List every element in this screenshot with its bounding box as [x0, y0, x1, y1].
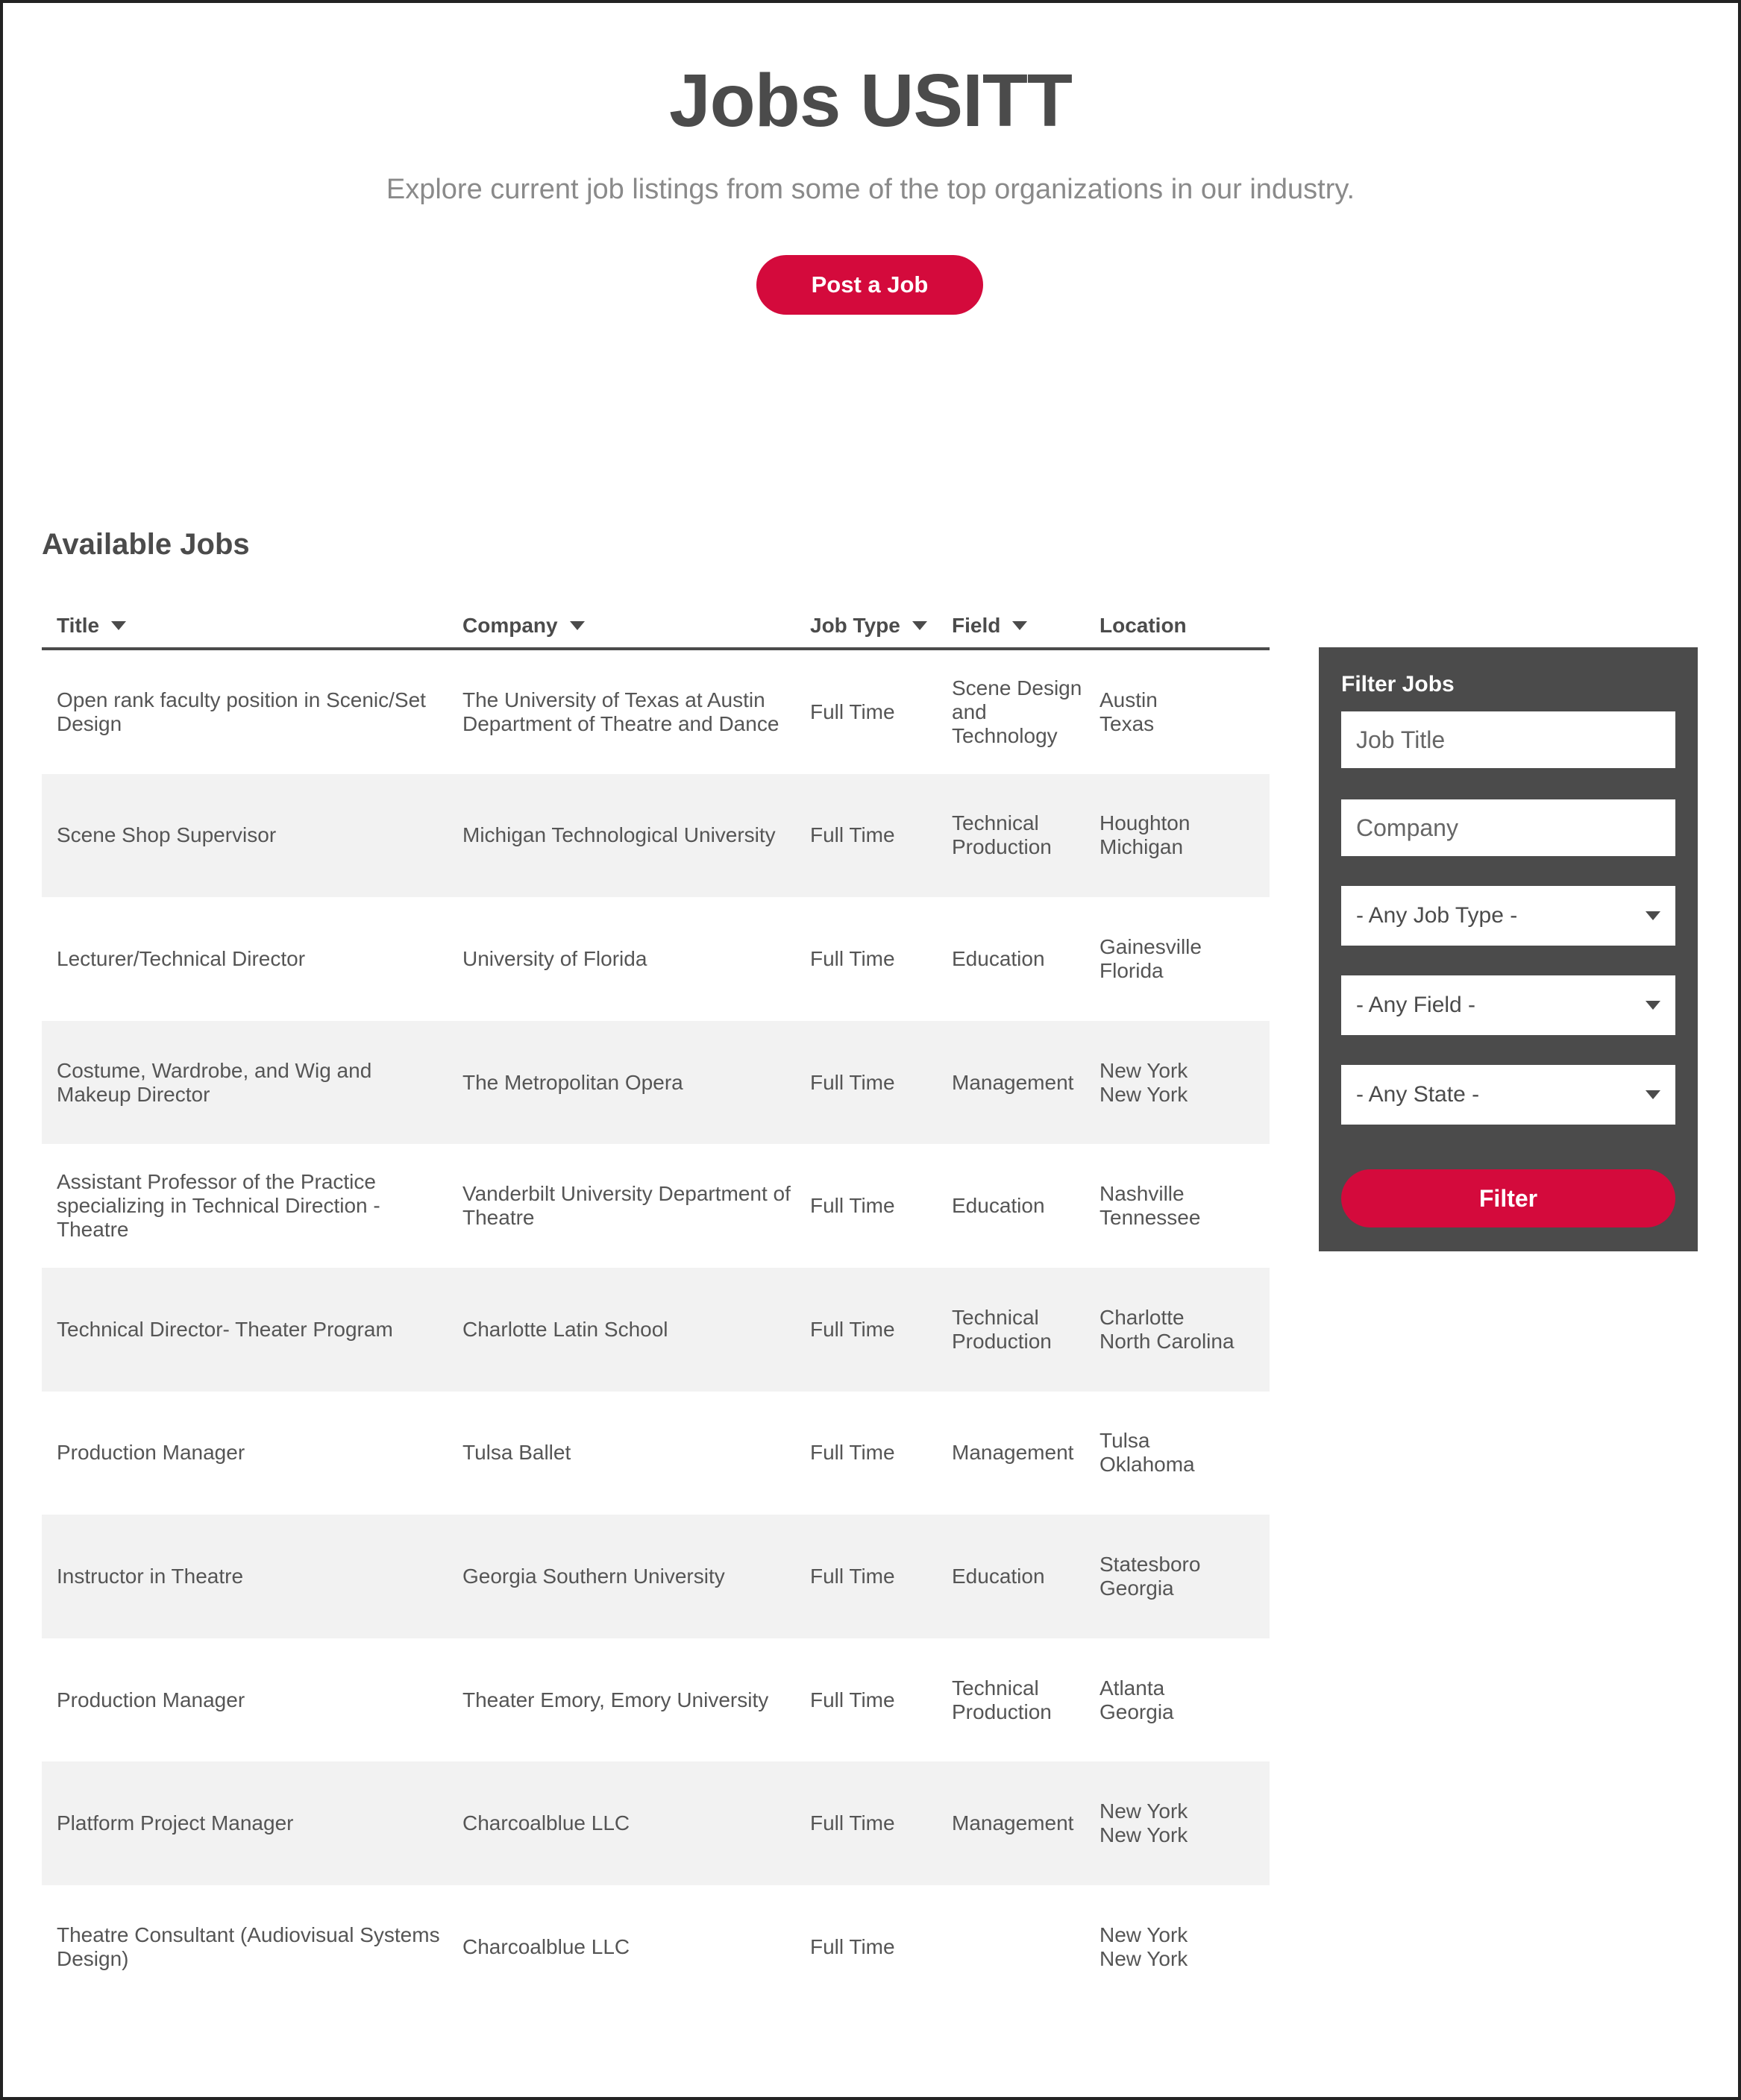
job-type: Full Time	[810, 700, 895, 723]
filter-panel	[1319, 647, 1698, 1251]
job-title-link[interactable]: Scene Shop Supervisor	[57, 823, 277, 847]
job-type: Full Time	[810, 1811, 895, 1835]
job-city: Gainesville	[1100, 934, 1202, 958]
job-title-link[interactable]: Open rank faculty position in Scenic/Set Design	[57, 688, 426, 735]
job-state: New York	[1100, 1946, 1188, 1970]
field-select-value: - Any Field -	[1356, 993, 1476, 1017]
job-type: Full Time	[810, 1934, 895, 1958]
job-city: New York	[1100, 1799, 1188, 1823]
job-company: Charcoalblue LLC	[462, 1811, 630, 1835]
job-city: New York	[1100, 1923, 1188, 1946]
table-row	[42, 1515, 1270, 1638]
job-title-link[interactable]: Theatre Consultant (Audiovisual Systems Design)	[57, 1923, 440, 1970]
job-location	[1083, 811, 1270, 859]
job-state: Georgia	[1100, 1576, 1174, 1600]
job-location	[1083, 1059, 1270, 1107]
column-header-field-label: Field	[952, 614, 1001, 637]
filter-panel-title: Filter Jobs	[1341, 672, 1455, 697]
job-title-link[interactable]: Technical Director- Theater Program	[57, 1317, 393, 1341]
post-a-job-button[interactable]: Post a Job	[756, 255, 983, 315]
job-company: Charlotte Latin School	[462, 1317, 668, 1341]
job-company: Charcoalblue LLC	[462, 1934, 630, 1958]
column-header-company[interactable]	[446, 614, 794, 638]
job-location	[1083, 1676, 1270, 1724]
job-type: Full Time	[810, 1070, 895, 1094]
job-type: Full Time	[810, 823, 895, 847]
job-state: New York	[1100, 1823, 1188, 1847]
job-state: Michigan	[1100, 835, 1184, 859]
job-location	[1083, 1923, 1270, 1971]
column-header-location-label: Location	[1100, 614, 1187, 637]
job-state: Texas	[1100, 711, 1155, 735]
column-header-field[interactable]	[935, 614, 1083, 638]
job-title-link[interactable]: Lecturer/Technical Director	[57, 946, 306, 970]
job-city: Statesboro	[1100, 1552, 1201, 1576]
page-subtitle: Explore current job listings from some of the top organizations in our industry.	[386, 174, 1355, 205]
job-city: New York	[1100, 1058, 1188, 1082]
job-company: The University of Texas at Austin Department of Theatre and Dance	[462, 688, 779, 735]
job-location	[1083, 1182, 1270, 1230]
table-row	[42, 1268, 1270, 1392]
table-body	[42, 650, 1270, 2009]
table-header	[42, 604, 1270, 650]
job-state: Tennessee	[1100, 1206, 1201, 1230]
job-type: Full Time	[810, 1317, 895, 1341]
state-select-value: - Any State -	[1356, 1082, 1480, 1107]
sort-caret-icon	[912, 621, 927, 630]
job-field: Management	[952, 1811, 1074, 1835]
job-location	[1083, 1306, 1270, 1354]
job-type: Full Time	[810, 1194, 895, 1218]
job-field: Management	[952, 1070, 1074, 1094]
table-row	[42, 650, 1270, 774]
job-field: Education	[952, 946, 1045, 970]
job-title-link[interactable]: Costume, Wardrobe, and Wig and Makeup Director	[57, 1058, 372, 1106]
job-field: Education	[952, 1564, 1045, 1588]
page-title: Jobs USITT	[668, 59, 1073, 142]
job-company: Vanderbilt University Department of Theatre	[462, 1182, 791, 1230]
job-title-input[interactable]	[1341, 711, 1675, 768]
job-field: Technical Production	[952, 1305, 1052, 1353]
job-city: Atlanta	[1100, 1676, 1165, 1700]
job-city: Austin	[1100, 688, 1158, 711]
job-company: The Metropolitan Opera	[462, 1070, 683, 1094]
table-row	[42, 1021, 1270, 1145]
job-type: Full Time	[810, 1441, 895, 1465]
job-city: Nashville	[1100, 1182, 1185, 1206]
job-type-select[interactable]	[1341, 886, 1675, 946]
job-state: Georgia	[1100, 1700, 1174, 1723]
available-jobs-heading: Available Jobs	[42, 528, 250, 561]
jobs-table	[42, 604, 1270, 2009]
table-row	[42, 1638, 1270, 1762]
table-row	[42, 1761, 1270, 1885]
job-company: Theater Emory, Emory University	[462, 1688, 769, 1711]
field-select[interactable]	[1341, 975, 1675, 1035]
job-state: New York	[1100, 1082, 1188, 1106]
table-row	[42, 774, 1270, 898]
job-company: University of Florida	[462, 946, 647, 970]
job-location	[1083, 1553, 1270, 1600]
job-company: Georgia Southern University	[462, 1564, 725, 1588]
job-location	[1083, 1799, 1270, 1847]
job-city: Tulsa	[1100, 1429, 1150, 1453]
column-header-job-type[interactable]	[794, 614, 935, 638]
table-row	[42, 1885, 1270, 2009]
company-input[interactable]	[1341, 799, 1675, 856]
job-type: Full Time	[810, 1564, 895, 1588]
job-field: Technical Production	[952, 1676, 1052, 1723]
column-header-company-label: Company	[462, 614, 558, 637]
column-header-job-type-label: Job Type	[810, 614, 900, 637]
table-row	[42, 897, 1270, 1021]
sort-caret-icon	[1012, 621, 1027, 630]
sort-caret-icon	[111, 621, 126, 630]
job-field: Management	[952, 1441, 1074, 1465]
job-title-link[interactable]: Platform Project Manager	[57, 1811, 294, 1835]
table-row	[42, 1144, 1270, 1268]
column-header-title[interactable]	[42, 614, 446, 638]
job-location	[1083, 935, 1270, 983]
job-field: Education	[952, 1194, 1045, 1218]
job-city: Charlotte	[1100, 1305, 1185, 1329]
job-state: North Carolina	[1100, 1329, 1235, 1353]
state-select[interactable]	[1341, 1065, 1675, 1125]
job-title-link[interactable]: Production Manager	[57, 1688, 245, 1711]
job-type: Full Time	[810, 946, 895, 970]
job-title-link[interactable]: Instructor in Theatre	[57, 1564, 244, 1588]
dropdown-caret-icon	[1646, 1090, 1660, 1099]
sort-caret-icon	[570, 621, 585, 630]
job-city: Houghton	[1100, 811, 1191, 835]
job-location	[1083, 1429, 1270, 1477]
column-header-location	[1083, 614, 1270, 638]
job-type-select-value: - Any Job Type -	[1356, 903, 1518, 928]
job-field: Scene Design and Technology	[952, 676, 1082, 747]
job-location	[1083, 688, 1270, 736]
column-header-title-label: Title	[57, 614, 100, 637]
filter-button[interactable]: Filter	[1341, 1169, 1675, 1227]
job-title-link[interactable]: Production Manager	[57, 1441, 245, 1465]
job-state: Oklahoma	[1100, 1453, 1195, 1477]
job-type: Full Time	[810, 1688, 895, 1711]
job-state: Florida	[1100, 958, 1164, 982]
dropdown-caret-icon	[1646, 1001, 1660, 1010]
table-row	[42, 1392, 1270, 1515]
job-title-link[interactable]: Assistant Professor of the Practice specializing in Technical Direction - Theatre	[57, 1170, 380, 1242]
job-company: Tulsa Ballet	[462, 1441, 571, 1465]
job-field: Technical Production	[952, 811, 1052, 859]
job-company: Michigan Technological University	[462, 823, 776, 847]
dropdown-caret-icon	[1646, 911, 1660, 920]
